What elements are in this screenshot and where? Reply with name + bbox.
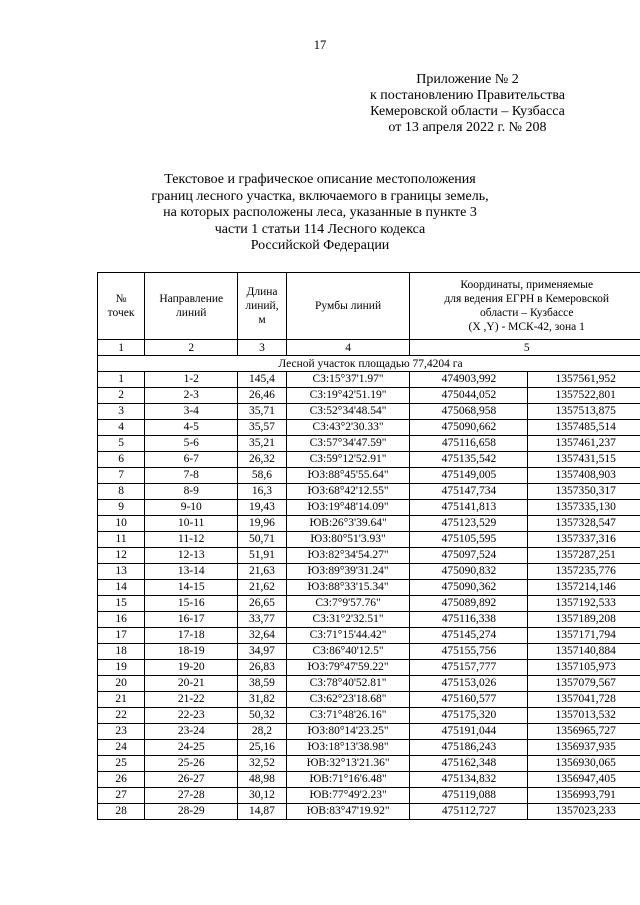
table-row — [98, 612, 640, 628]
cell-bearing: ЮЗ:88°45'55.64" — [286, 468, 410, 484]
cell-direction: 10-11 — [145, 516, 238, 532]
cell-direction: 15-16 — [145, 596, 238, 612]
cell-length: 25,16 — [238, 740, 286, 756]
cell-bearing: ЮЗ:80°51'3.93" — [286, 532, 410, 548]
cell-x: 475112,727 — [410, 804, 528, 820]
cell-point-number: 17 — [98, 628, 145, 644]
cell-point-number: 27 — [98, 788, 145, 804]
cell-length: 38,59 — [238, 676, 286, 692]
cell-y: 1357513,875 — [528, 404, 640, 420]
cell-x: 475134,832 — [410, 772, 528, 788]
table-row — [98, 708, 640, 724]
cell-bearing: ЮЗ:80°14'23.25" — [286, 724, 410, 740]
cell-direction: 14-15 — [145, 580, 238, 596]
cell-point-number: 6 — [98, 452, 145, 468]
table-row — [98, 452, 640, 468]
cell-length: 26,83 — [238, 660, 286, 676]
coordinates-table — [97, 272, 640, 820]
cell-bearing: СЗ:43°2'30.33" — [286, 420, 410, 436]
cell-y: 1357287,251 — [528, 548, 640, 564]
annex-line: к постановлению Правительства — [369, 88, 565, 103]
cell-bearing: ЮВ:26°3'39.64" — [286, 516, 410, 532]
cell-y: 1357105,973 — [528, 660, 640, 676]
cell-x: 474903,992 — [410, 372, 528, 388]
cell-point-number: 7 — [98, 468, 145, 484]
cell-point-number: 13 — [98, 564, 145, 580]
cell-x: 475162,348 — [410, 756, 528, 772]
header-direction: Направление линий — [145, 273, 238, 340]
table-row — [98, 532, 640, 548]
cell-x: 475153,026 — [410, 676, 528, 692]
cell-bearing: ЮВ:77°49'2.23" — [286, 788, 410, 804]
cell-x: 475119,088 — [410, 788, 528, 804]
cell-length: 34,97 — [238, 644, 286, 660]
table-row — [98, 388, 640, 404]
cell-bearing: ЮЗ:88°33'15.34" — [286, 580, 410, 596]
cell-length: 26,46 — [238, 388, 286, 404]
cell-direction: 13-14 — [145, 564, 238, 580]
cell-direction: 21-22 — [145, 692, 238, 708]
title-line: на которых расположены леса, указанные в пункте 3 — [163, 205, 477, 220]
table-row — [98, 772, 640, 788]
table-row — [98, 788, 640, 804]
title-line: Текстовое и графическое описание местоположения — [164, 172, 476, 187]
cell-length: 26,65 — [238, 596, 286, 612]
cell-y: 1357140,884 — [528, 644, 640, 660]
table-row — [98, 404, 640, 420]
cell-point-number: 10 — [98, 516, 145, 532]
title-line: части 1 статьи 114 Лесного кодекса — [214, 221, 426, 237]
table-row — [98, 804, 640, 820]
table-body — [98, 372, 640, 820]
cell-x: 475160,577 — [410, 692, 528, 708]
table-row — [98, 692, 640, 708]
header-length: Длина линий, м — [238, 273, 286, 340]
cell-point-number: 16 — [98, 612, 145, 628]
cell-point-number: 3 — [98, 404, 145, 420]
cell-y: 1357561,952 — [528, 372, 640, 388]
title-line: границ лесного участка, включаемого в границы земель, — [151, 188, 489, 204]
cell-x: 475116,658 — [410, 436, 528, 452]
cell-length: 21,62 — [238, 580, 286, 596]
cell-bearing: ЮЗ:82°34'54.27" — [286, 548, 410, 564]
cell-point-number: 1 — [98, 372, 145, 388]
cell-length: 33,77 — [238, 612, 286, 628]
annex-header — [370, 72, 565, 136]
cell-length: 51,91 — [238, 548, 286, 564]
cell-x: 475149,005 — [410, 468, 528, 484]
cell-x: 475105,595 — [410, 532, 528, 548]
table-row — [98, 516, 640, 532]
cell-bearing: СЗ:15°37'1.97" — [286, 372, 410, 388]
cell-bearing: СЗ:19°42'51.19" — [286, 388, 410, 404]
cell-direction: 1-2 — [145, 372, 238, 388]
cell-direction: 7-8 — [145, 468, 238, 484]
cell-direction: 18-19 — [145, 644, 238, 660]
cell-bearing: ЮВ:83°47'19.92" — [286, 804, 410, 820]
cell-length: 35,71 — [238, 404, 286, 420]
cell-direction: 12-13 — [145, 548, 238, 564]
cell-y: 1356947,405 — [528, 772, 640, 788]
cell-y: 1357079,567 — [528, 676, 640, 692]
table-row — [98, 484, 640, 500]
cell-point-number: 11 — [98, 532, 145, 548]
cell-length: 50,71 — [238, 532, 286, 548]
cell-y: 1356930,065 — [528, 756, 640, 772]
cell-direction: 23-24 — [145, 724, 238, 740]
cell-bearing: СЗ:31°2'32.51" — [286, 612, 410, 628]
column-number: 3 — [238, 340, 286, 356]
page-number: 17 — [313, 38, 327, 52]
table-row — [98, 644, 640, 660]
column-number: 4 — [286, 340, 410, 356]
table-row — [98, 740, 640, 756]
cell-direction: 26-27 — [145, 772, 238, 788]
cell-x: 475145,274 — [410, 628, 528, 644]
cell-y: 1356965,727 — [528, 724, 640, 740]
cell-direction: 4-5 — [145, 420, 238, 436]
cell-y: 1357522,801 — [528, 388, 640, 404]
cell-y: 1357485,514 — [528, 420, 640, 436]
cell-length: 19,96 — [238, 516, 286, 532]
cell-bearing: СЗ:59°12'52.91" — [286, 452, 410, 468]
table-row — [98, 372, 640, 388]
table-row — [98, 628, 640, 644]
cell-x: 475089,892 — [410, 596, 528, 612]
cell-length: 30,12 — [238, 788, 286, 804]
cell-bearing: СЗ:57°34'47.59" — [286, 436, 410, 452]
cell-point-number: 25 — [98, 756, 145, 772]
cell-direction: 8-9 — [145, 484, 238, 500]
cell-direction: 22-23 — [145, 708, 238, 724]
cell-y: 1357214,146 — [528, 580, 640, 596]
cell-length: 19,43 — [238, 500, 286, 516]
document-title — [0, 172, 640, 255]
cell-x: 475090,362 — [410, 580, 528, 596]
table-row — [98, 436, 640, 452]
cell-bearing: ЮЗ:68°42'12.55" — [286, 484, 410, 500]
cell-bearing: СЗ:7°9'57.76" — [286, 596, 410, 612]
cell-length: 32,52 — [238, 756, 286, 772]
cell-direction: 16-17 — [145, 612, 238, 628]
cell-point-number: 24 — [98, 740, 145, 756]
cell-x: 475157,777 — [410, 660, 528, 676]
cell-direction: 9-10 — [145, 500, 238, 516]
cell-y: 1357335,130 — [528, 500, 640, 516]
cell-bearing: ЮЗ:79°47'59.22" — [286, 660, 410, 676]
column-number: 5 — [410, 340, 640, 356]
cell-x: 475090,832 — [410, 564, 528, 580]
cell-direction: 19-20 — [145, 660, 238, 676]
cell-direction: 25-26 — [145, 756, 238, 772]
cell-x: 475141,813 — [410, 500, 528, 516]
cell-x: 475097,524 — [410, 548, 528, 564]
cell-point-number: 21 — [98, 692, 145, 708]
title-line: Российской Федерации — [250, 238, 390, 253]
cell-direction: 17-18 — [145, 628, 238, 644]
cell-direction: 11-12 — [145, 532, 238, 548]
cell-bearing: СЗ:52°34'48.54" — [286, 404, 410, 420]
cell-direction: 24-25 — [145, 740, 238, 756]
cell-point-number: 9 — [98, 500, 145, 516]
cell-y: 1356937,935 — [528, 740, 640, 756]
cell-bearing: СЗ:71°48'26.16" — [286, 708, 410, 724]
cell-direction: 28-29 — [145, 804, 238, 820]
cell-bearing: ЮЗ:89°39'31.24" — [286, 564, 410, 580]
cell-y: 1357408,903 — [528, 468, 640, 484]
table-row — [98, 420, 640, 436]
header-bearing: Румбы линий — [286, 273, 410, 340]
cell-length: 145,4 — [238, 372, 286, 388]
header-point-number: № точек — [98, 273, 145, 340]
cell-length: 28,2 — [238, 724, 286, 740]
cell-y: 1357041,728 — [528, 692, 640, 708]
cell-length: 16,3 — [238, 484, 286, 500]
cell-length: 26,32 — [238, 452, 286, 468]
cell-y: 1357350,317 — [528, 484, 640, 500]
cell-bearing: ЮВ:32°13'21.36" — [286, 756, 410, 772]
cell-y: 1357192,533 — [528, 596, 640, 612]
cell-length: 48,98 — [238, 772, 286, 788]
cell-point-number: 20 — [98, 676, 145, 692]
cell-bearing: СЗ:62°23'18.68" — [286, 692, 410, 708]
table-row — [98, 500, 640, 516]
cell-point-number: 5 — [98, 436, 145, 452]
cell-point-number: 18 — [98, 644, 145, 660]
cell-y: 1356993,791 — [528, 788, 640, 804]
annex-line: Приложение № 2 — [416, 72, 519, 87]
cell-point-number: 28 — [98, 804, 145, 820]
cell-point-number: 26 — [98, 772, 145, 788]
section-title: Лесной участок площадью 77,4204 га — [98, 356, 640, 372]
cell-direction: 5-6 — [145, 436, 238, 452]
cell-direction: 2-3 — [145, 388, 238, 404]
column-number: 1 — [98, 340, 145, 356]
cell-point-number: 19 — [98, 660, 145, 676]
table-row — [98, 724, 640, 740]
cell-x: 475155,756 — [410, 644, 528, 660]
cell-bearing: СЗ:71°15'44.42" — [286, 628, 410, 644]
cell-point-number: 23 — [98, 724, 145, 740]
cell-direction: 20-21 — [145, 676, 238, 692]
cell-y: 1357461,237 — [528, 436, 640, 452]
annex-line: Кемеровской области – Кузбасса — [370, 104, 565, 119]
cell-direction: 6-7 — [145, 452, 238, 468]
cell-length: 50,32 — [238, 708, 286, 724]
annex-line: от 13 апреля 2022 г. № 208 — [388, 120, 547, 135]
table-row — [98, 564, 640, 580]
cell-length: 35,57 — [238, 420, 286, 436]
cell-y: 1357171,794 — [528, 628, 640, 644]
column-number: 2 — [145, 340, 238, 356]
cell-y: 1357328,547 — [528, 516, 640, 532]
cell-direction: 3-4 — [145, 404, 238, 420]
cell-bearing: СЗ:78°40'52.81" — [286, 676, 410, 692]
cell-direction: 27-28 — [145, 788, 238, 804]
cell-point-number: 15 — [98, 596, 145, 612]
cell-x: 475186,243 — [410, 740, 528, 756]
table-row — [98, 468, 640, 484]
header-coordinates: Координаты, применяемые для ведения ЕГРН в Кемеровской области – Кузбассе (X ,Y) - МСК-42, зона 1 — [410, 273, 640, 340]
cell-x: 475191,044 — [410, 724, 528, 740]
cell-y: 1357023,233 — [528, 804, 640, 820]
cell-x: 475135,542 — [410, 452, 528, 468]
cell-bearing: ЮВ:71°16'6.48" — [286, 772, 410, 788]
cell-x: 475044,052 — [410, 388, 528, 404]
cell-bearing: ЮЗ:18°13'38.98" — [286, 740, 410, 756]
cell-bearing: ЮЗ:19°48'14.09" — [286, 500, 410, 516]
cell-length: 31,82 — [238, 692, 286, 708]
cell-y: 1357431,515 — [528, 452, 640, 468]
cell-point-number: 14 — [98, 580, 145, 596]
cell-point-number: 22 — [98, 708, 145, 724]
cell-length: 21,63 — [238, 564, 286, 580]
cell-x: 475116,338 — [410, 612, 528, 628]
cell-point-number: 2 — [98, 388, 145, 404]
cell-length: 32,64 — [238, 628, 286, 644]
cell-length: 58,6 — [238, 468, 286, 484]
cell-length: 14,87 — [238, 804, 286, 820]
cell-x: 475147,734 — [410, 484, 528, 500]
cell-y: 1357337,316 — [528, 532, 640, 548]
cell-x: 475175,320 — [410, 708, 528, 724]
cell-point-number: 12 — [98, 548, 145, 564]
table-row — [98, 676, 640, 692]
cell-y: 1357235,776 — [528, 564, 640, 580]
table-row — [98, 756, 640, 772]
cell-bearing: СЗ:86°40'12.5" — [286, 644, 410, 660]
cell-y: 1357189,208 — [528, 612, 640, 628]
cell-x: 475123,529 — [410, 516, 528, 532]
cell-y: 1357013,532 — [528, 708, 640, 724]
table-row — [98, 596, 640, 612]
cell-point-number: 8 — [98, 484, 145, 500]
table-row — [98, 580, 640, 596]
cell-x: 475068,958 — [410, 404, 528, 420]
cell-point-number: 4 — [98, 420, 145, 436]
cell-x: 475090,662 — [410, 420, 528, 436]
cell-length: 35,21 — [238, 436, 286, 452]
table-row — [98, 660, 640, 676]
table-row — [98, 548, 640, 564]
